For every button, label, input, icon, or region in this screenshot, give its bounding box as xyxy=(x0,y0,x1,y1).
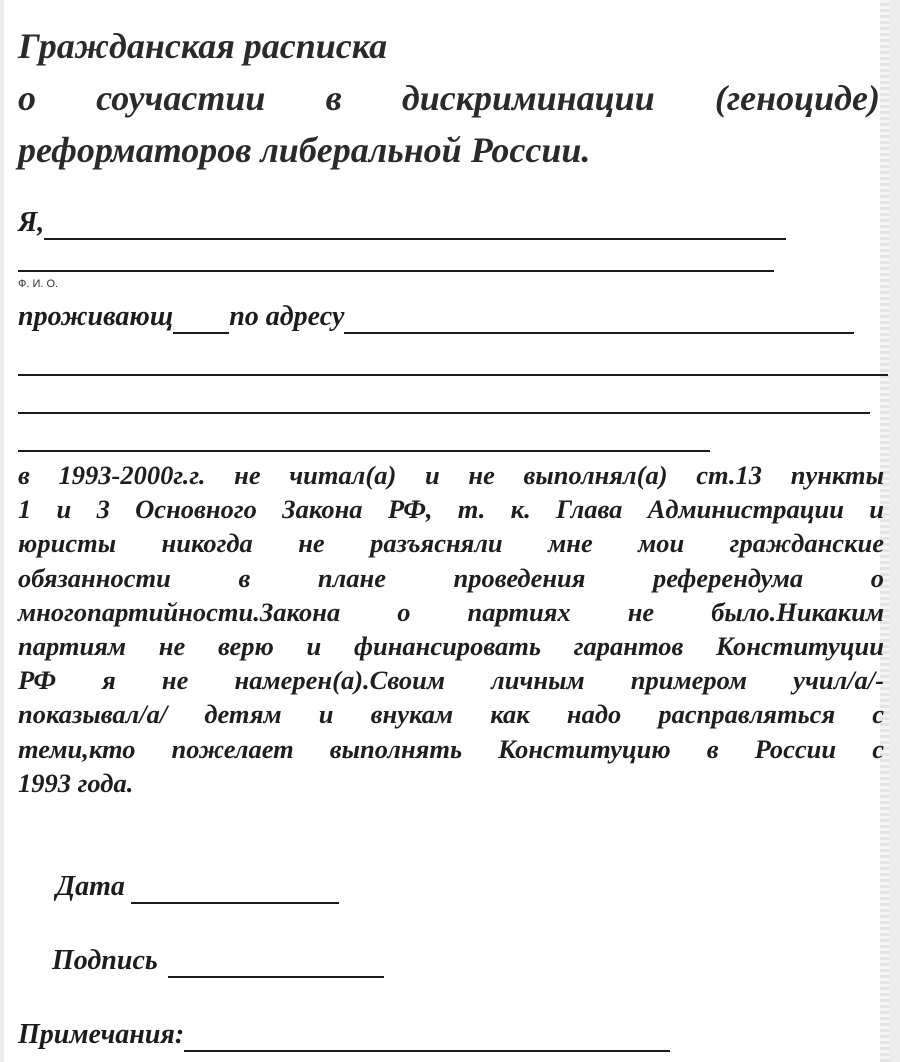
signature-label: Подпись xyxy=(52,945,158,976)
body-line-10: 1993 года. xyxy=(18,767,134,798)
address-field-line-4[interactable] xyxy=(18,450,710,452)
notes-field-line[interactable] xyxy=(184,1024,670,1052)
receipt-body-text xyxy=(18,458,884,800)
address-field-line[interactable] xyxy=(344,306,854,334)
name-row xyxy=(18,206,786,240)
title-line-3: реформаторов либеральной России. xyxy=(18,130,591,170)
address-field-line-2[interactable] xyxy=(18,374,888,376)
i-label: Я, xyxy=(18,207,45,238)
signature-field-line[interactable] xyxy=(168,950,384,978)
body-line-2: 1 и 3 Основного Закона РФ, т. к. Глава Администрации и xyxy=(18,494,884,525)
name-field-line-2[interactable] xyxy=(18,270,774,272)
body-line-5: многопартийности.Закона о партиях не было.Никаким xyxy=(18,596,884,627)
notes-row xyxy=(18,1018,670,1052)
fio-caption: Ф. И. О. xyxy=(18,278,59,290)
document-title xyxy=(18,20,880,176)
name-field-line[interactable] xyxy=(44,212,786,240)
address-field-line-3[interactable] xyxy=(18,412,870,414)
body-line-8: показывал/а/ детям и внукам как надо расправляться с xyxy=(18,699,884,730)
date-label: Дата xyxy=(56,871,125,902)
body-line-9: теми,кто пожелает выполнять Конституцию в России с xyxy=(18,733,884,764)
body-line-4: обязанности в плане проведения референдума о xyxy=(18,562,884,593)
date-field-line[interactable] xyxy=(131,876,339,904)
notes-label: Примечания: xyxy=(18,1019,185,1050)
title-line-1: Гражданская расписка xyxy=(18,26,388,66)
title-line-2: о соучастии в дискриминации (геноциде) xyxy=(18,78,880,118)
receipt-form-page xyxy=(4,0,890,1062)
date-row xyxy=(56,870,339,904)
address-prefix-label: проживающ xyxy=(18,301,174,332)
gender-ending-field-line[interactable] xyxy=(173,306,229,334)
body-line-1: в 1993-2000г.г. не читал(а) и не выполнял(а) ст.13 пункты xyxy=(18,460,884,490)
body-line-6: партиям не верю и финансировать гарантов Конституции xyxy=(18,631,884,662)
signature-row xyxy=(52,944,384,978)
body-line-3: юристы никогда не разъясняли мне мои гражданские xyxy=(18,528,884,559)
body-line-7: РФ я не намерен(а).Своим личным примером учил/а/- xyxy=(18,665,884,696)
address-label: по адресу xyxy=(229,301,345,332)
address-row xyxy=(18,300,854,334)
